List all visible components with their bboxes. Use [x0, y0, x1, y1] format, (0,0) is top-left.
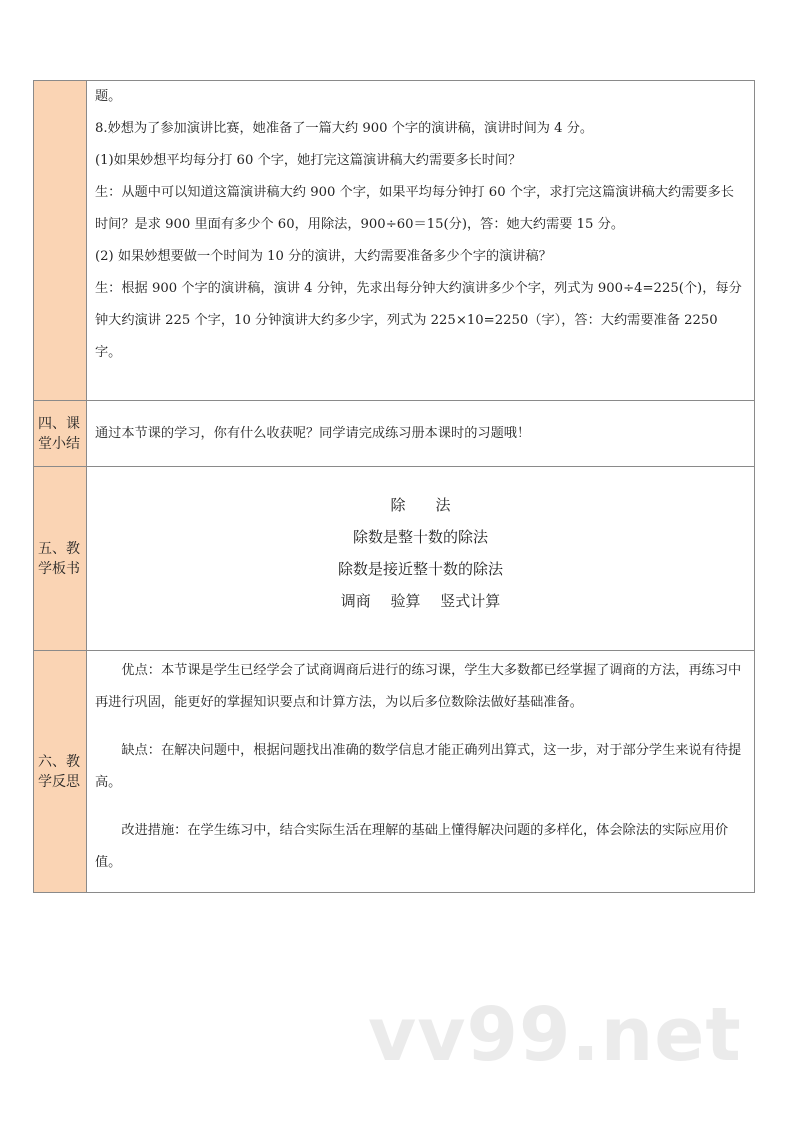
question-2: (2) 如果妙想要做一个时间为 10 分的演讲，大约需要准备多少个字的演讲稿？: [95, 249, 552, 264]
answer-1: 生：从题中可以知道这篇演讲稿大约 900 个字，如果平均每分钟打 60 个字，求打完这篇演讲稿大约需要多长时间？是求 900 里面有多少个 60，用除法，900÷60＝15(分)，答：她大约需要 15 分。: [95, 185, 734, 232]
row-label: 六、教学反思: [34, 651, 87, 893]
practice-content: [87, 81, 755, 401]
reflection-content: [87, 651, 755, 893]
row-reflection: [34, 651, 755, 893]
board-line: 除数是整十数的除法: [352, 528, 488, 546]
problem-8: 8.妙想为了参加演讲比赛，她准备了一篇大约 900 个字的演讲稿，演讲时间为 4 分。: [95, 121, 594, 136]
row-label: 五、教学板书: [34, 467, 87, 651]
board-title: 除 法: [390, 496, 451, 514]
summary-content: [87, 401, 755, 467]
board-line: 除数是接近整十数的除法: [337, 560, 503, 578]
row-label: [34, 81, 87, 401]
answer-2: 生：根据 900 个字的演讲稿，演讲 4 分钟，先求出每分钟大约演讲多少个字，列式为 900÷4=225(个)，每分钟大约演讲 225 个字，10 分钟演讲大约多少字，列式为 225×10=2250（字），答：大约需要准备 2250 字。: [95, 281, 742, 360]
strengths: 优点：本节课是学生已经学会了试商调商后进行的练习课，学生大多数都已经掌握了调商的方法，再练习中再进行巩固，能更好的掌握知识要点和计算方法，为以后多位数除法做好基础准备。: [95, 663, 742, 710]
board-line: 调商 验算 竖式计算: [340, 592, 501, 610]
watermark: vv99.net: [368, 992, 742, 1078]
board-content: [87, 467, 755, 651]
weaknesses: 缺点：在解决问题中，根据问题找出准确的数学信息才能正确列出算式，这一步，对于部分学生来说有待提高。: [95, 743, 742, 790]
text-line: 题。: [95, 89, 122, 104]
improvements: 改进措施：在学生练习中，结合实际生活在理解的基础上懂得解决问题的多样化，体会除法的实际应用价值。: [95, 823, 729, 870]
row-board: [34, 467, 755, 651]
row-label: 四、课堂小结: [34, 401, 87, 467]
row-summary: [34, 401, 755, 467]
summary-text: 通过本节课的学习，你有什么收获呢？同学请完成练习册本课时的习题哦！: [95, 425, 531, 441]
lesson-plan-table: [33, 80, 755, 893]
row-practice: [34, 81, 755, 401]
question-1: (1)如果妙想平均每分打 60 个字，她打完这篇演讲稿大约需要多长时间？: [95, 153, 522, 168]
